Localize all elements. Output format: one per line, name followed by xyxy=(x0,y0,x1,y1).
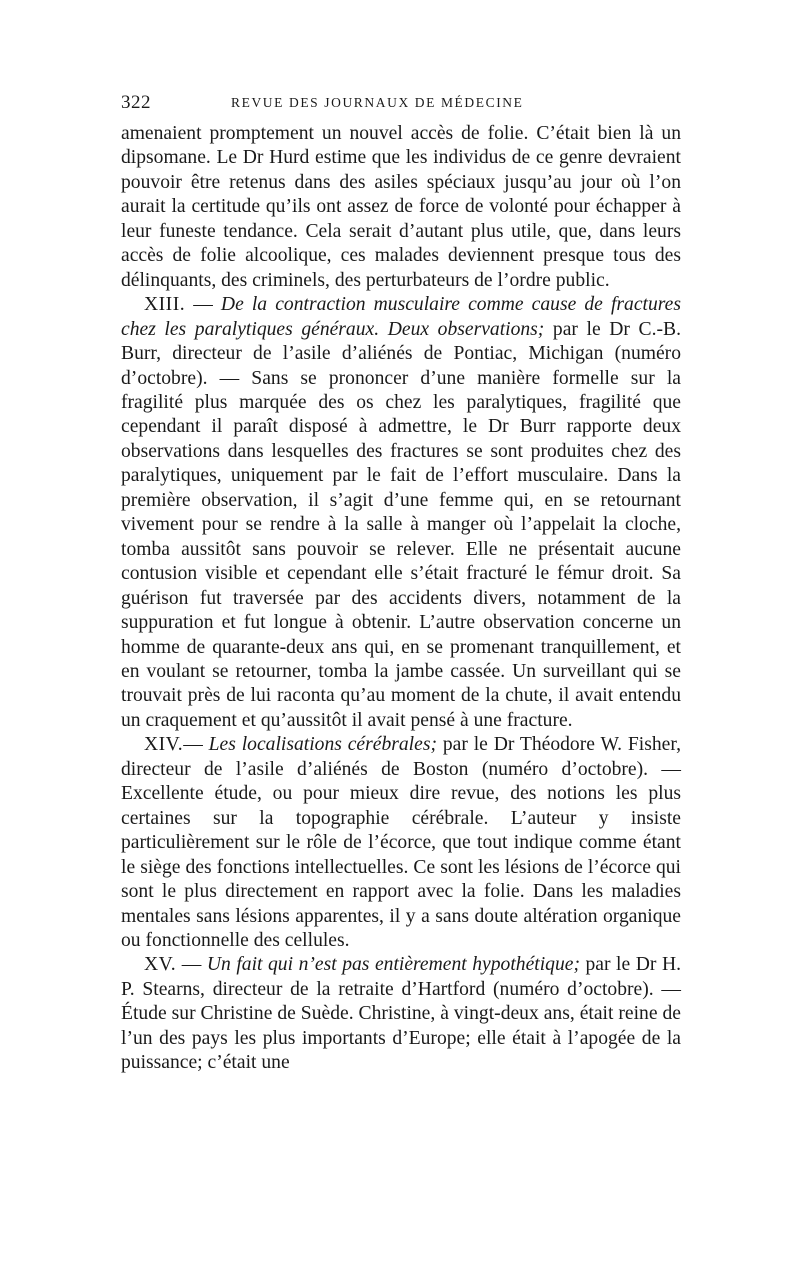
section-title: Les localisations cérébrales; xyxy=(208,734,437,756)
section-numeral: XV. xyxy=(144,954,177,976)
section-numeral: XIV. xyxy=(144,734,184,756)
section-title: Un fait qui n’est pas entièrement hypothétique; xyxy=(206,954,580,976)
section-body: par le Dr H. P. Stearns, directeur de la retraite d’Hartford (numéro d’octobre). — Étude sur Christine de Suède. Christine, à vingt-deux ans, était reine de l’un des pays les plus importants d’Europe; elle était à l’apogée de la puissance; c’était une xyxy=(121,954,681,1074)
page-number: 322 xyxy=(121,92,151,113)
running-title: REVUE DES JOURNAUX DE MÉDECINE xyxy=(231,95,524,110)
document-page xyxy=(121,92,681,1076)
body-text xyxy=(121,122,681,1076)
section-dash: — xyxy=(176,954,207,976)
section-xiii xyxy=(121,293,681,733)
section-body: par le Dr Théodore W. Fisher, directeur de l’asile d’aliénés de Boston (numéro d’octobre). — Excellente étude, ou pour mieux dire revue, des notions les plus certaines sur la topographie cérébrale. L’auteur y insiste particulièrement sur le rôle de l’écorce, que tout indique comme étant le siège des fonctions intellectuelles. Ce sont les lésions de l’écorce qui sont le plus directement en rapport avec la folie. Dans les maladies mentales sans lésions apparentes, il y a sans doute altération organique ou fonctionnelle des cellules. xyxy=(121,734,681,951)
section-title: De la contraction musculaire comme cause de fractures chez les paralytiques généraux. Deux observations; xyxy=(121,294,681,340)
page-header xyxy=(121,92,681,122)
paragraph-continuation: amenaient promptement un nouvel accès de folie. C’était bien là un dipsomane. Le Dr Hurd estime que les individus de ce genre devraient pouvoir être retenus dans des asiles spéciaux jusqu’au jour où l’on aurait la certitude qu’ils ont assez de force de volonté pour échapper à leur funeste tendance. Cela serait d’autant plus utile, que, dans leurs accès de folie alcoolique, ces malades deviennent presque tous des délinquants, des criminels, des perturbateurs de l’ordre public. xyxy=(121,123,681,291)
section-xv xyxy=(121,953,681,1075)
section-dash: — xyxy=(185,294,221,316)
section-numeral: XIII. xyxy=(144,294,186,316)
section-body: par le Dr C.-B. Burr, directeur de l’asile d’aliénés de Pontiac, Michigan (numéro d’octobre). — Sans se prononcer d’une manière formelle sur la fragilité plus marquée des os chez les paralytiques, fragilité que cependant il paraît disposé à admettre, le Dr Burr rapporte deux observations dans lesquelles des fractures se sont produites chez des paralytiques, uniquement par le fait de l’effort musculaire. Dans la première observation, il s’agit d’une femme qui, en se retournant vivement pour se rendre à la salle à manger où l’appelait la cloche, tomba aussitôt sans pouvoir se relever. Elle ne présentait aucune contusion visible et cependant elle s’était fracturé le fémur droit. Sa guérison fut traversée par des accidents divers, notamment de la suppuration et fut longue à obtenir. L’autre observation concerne un homme de quarante-deux ans qui, en se promenant tranquillement, et en voulant se retourner, tomba la jambe cassée. Un surveillant qui se trouvait près de lui raconta qu’au moment de la chute, il avait entendu un craquement et qu’aussitôt il avait pensé à une fracture. xyxy=(121,318,681,731)
section-dash: — xyxy=(183,734,209,756)
section-xiv xyxy=(121,733,681,953)
